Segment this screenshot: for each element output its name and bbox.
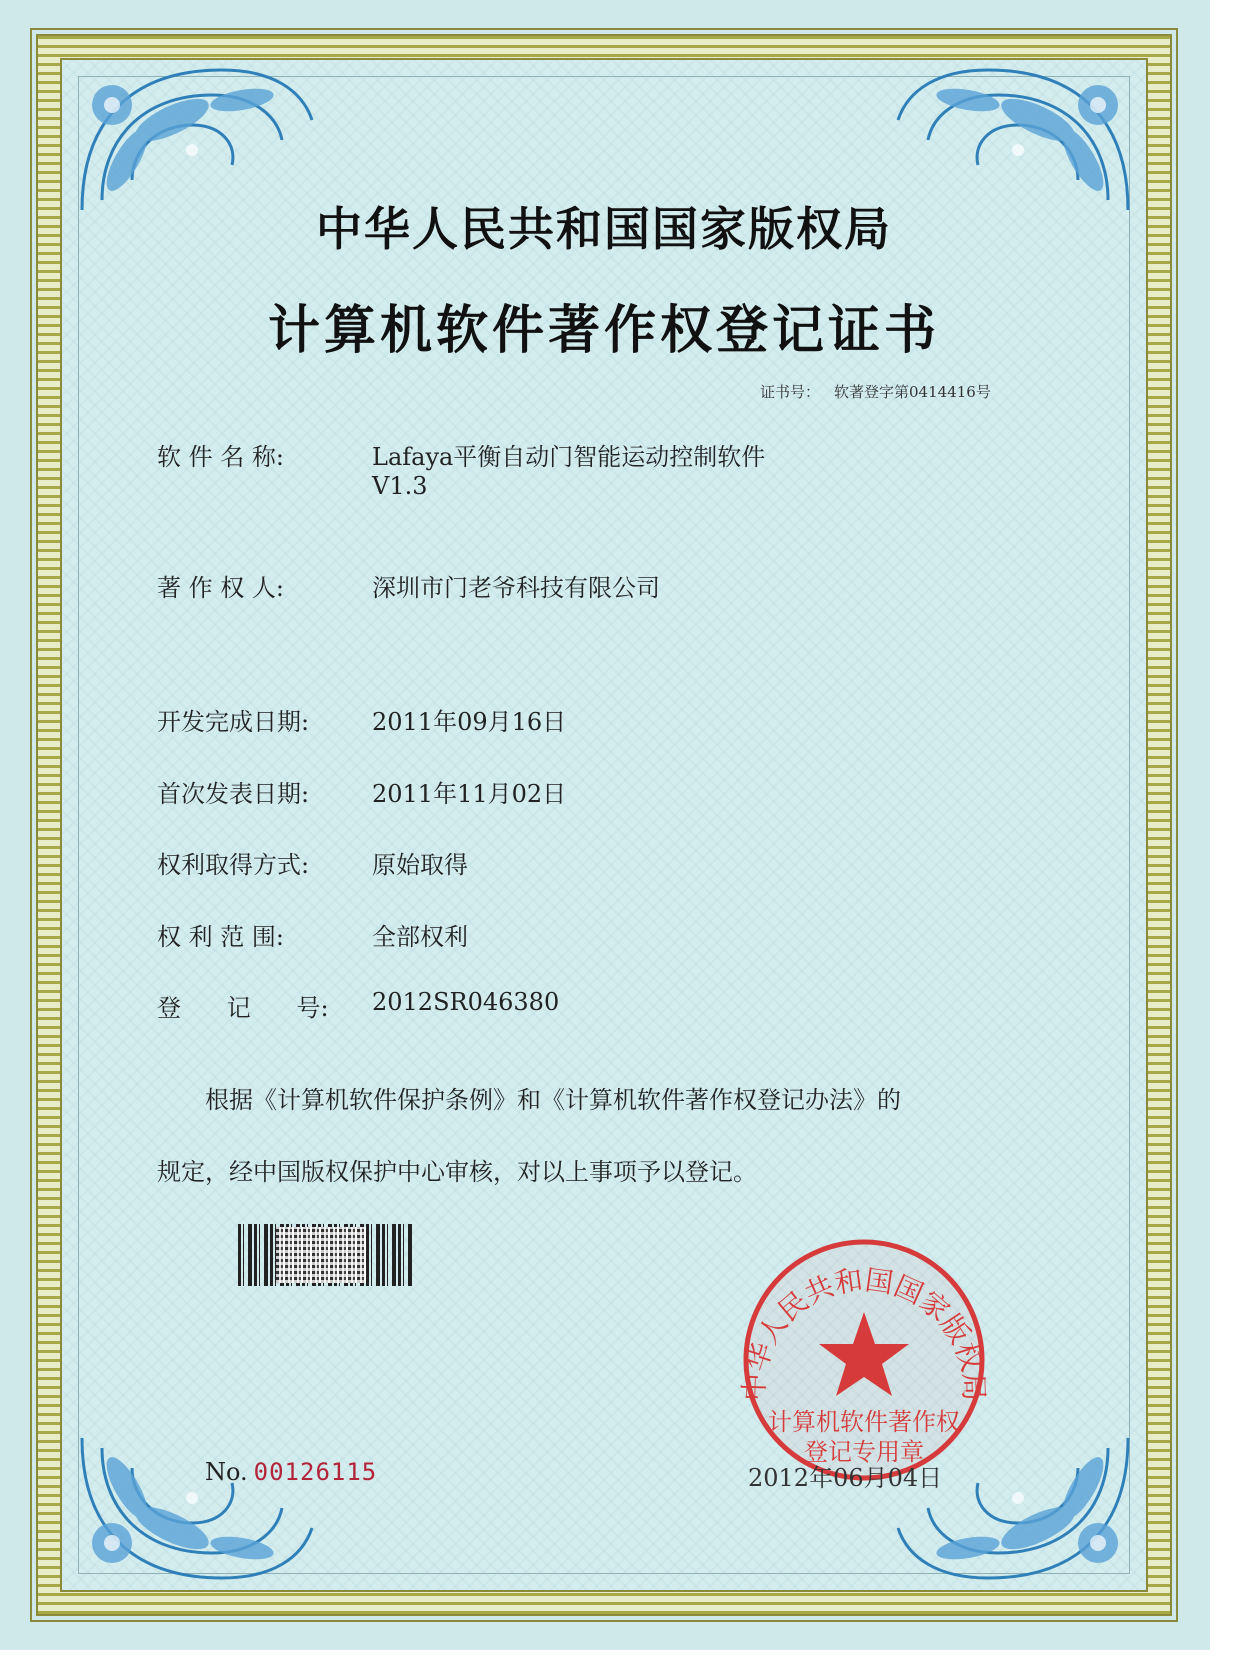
acquire-label: 权利取得方式: (157, 851, 310, 879)
seal-outer-text: 中华人民共和国国家版权局 (739, 1265, 989, 1402)
registration-label: 登 记 号: (157, 994, 329, 1022)
statement-line-2: 规定，经中国版权保护中心审核，对以上事项予以登记。 (157, 1158, 757, 1186)
software-name-value: Lafaya平衡自动门智能运动控制软件 (372, 443, 766, 471)
official-seal (724, 1230, 1004, 1490)
registration-value: 2012SR046380 (372, 988, 560, 1016)
barcode (238, 1224, 413, 1286)
registration-row (157, 988, 560, 1023)
owner-label: 著 作 权 人: (157, 574, 284, 602)
certificate-number-label: 证书号： (760, 383, 821, 401)
scope-label: 权 利 范 围: (157, 923, 284, 951)
svg-text:登记专用章: 登记专用章 (804, 1440, 924, 1466)
publish-date-row (157, 774, 567, 809)
software-name-row (157, 437, 766, 472)
software-version: V1.3 (372, 472, 428, 500)
dev-date-row (157, 702, 567, 737)
acquire-row (157, 845, 468, 880)
acquire-value: 原始取得 (372, 851, 468, 879)
svg-text:计算机软件著作权: 计算机软件著作权 (768, 1410, 960, 1436)
dev-date-value: 2011年09月16日 (372, 708, 567, 736)
owner-row (157, 568, 660, 603)
scope-value: 全部权利 (372, 923, 468, 951)
serial-number-label: No. (205, 1458, 248, 1486)
publish-date-value: 2011年11月02日 (372, 780, 567, 808)
software-name-label: 软 件 名 称: (157, 443, 284, 471)
certificate-number (760, 381, 991, 402)
owner-value: 深圳市门老爷科技有限公司 (372, 574, 660, 602)
statement-line-1: 根据《计算机软件保护条例》和《计算机软件著作权登记办法》的 (205, 1086, 901, 1114)
corner-ornament-bottom-left (72, 1428, 322, 1588)
issuer-title: 中华人民共和国国家版权局 (316, 202, 892, 256)
qr-code (276, 1227, 366, 1283)
scope-row (157, 917, 468, 952)
serial-number (205, 1458, 377, 1486)
publish-date-label: 首次发表日期: (157, 780, 310, 808)
serial-number-value: 00126115 (253, 1458, 378, 1486)
certificate-number-value: 软著登字第0414416号 (834, 383, 991, 401)
certificate-title: 计算机软件著作权登记证书 (267, 300, 940, 361)
issue-date: 2012年06月04日 (748, 1464, 943, 1492)
dev-date-label: 开发完成日期: (157, 708, 310, 736)
